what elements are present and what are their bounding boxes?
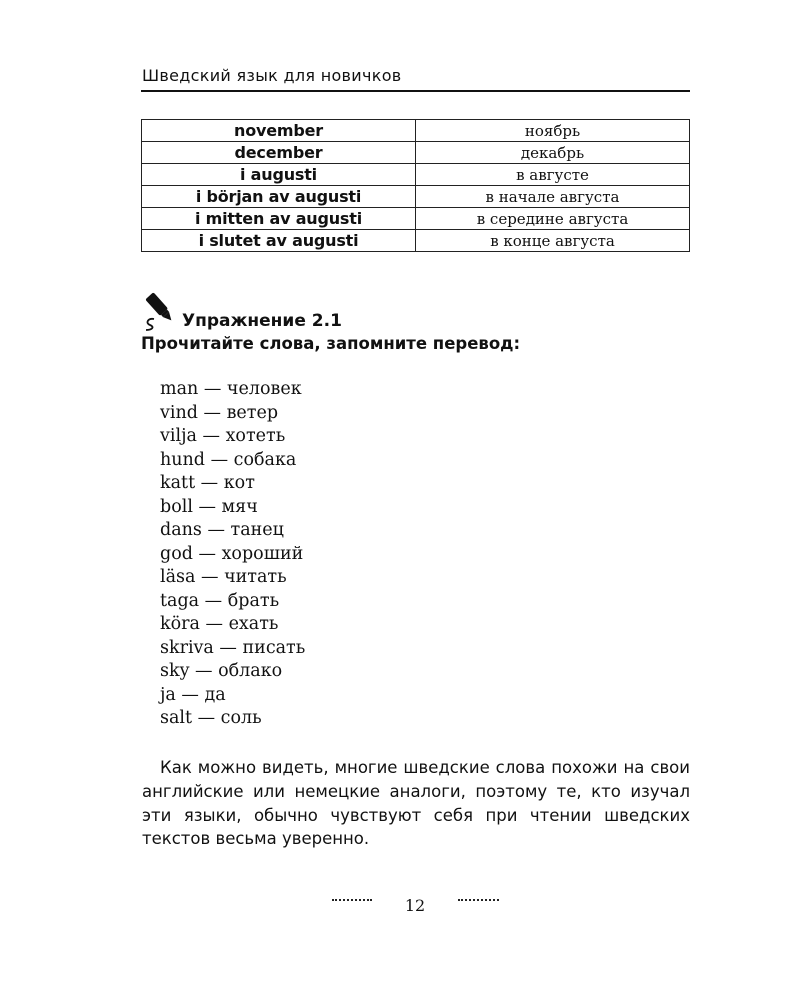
list-item: taga — брать xyxy=(160,590,280,611)
swedish-cell: i mitten av augusti xyxy=(142,208,416,230)
list-item: sky — облако xyxy=(160,661,283,681)
table-row xyxy=(142,208,690,230)
page-footer xyxy=(0,896,800,920)
swedish-cell: december xyxy=(142,142,416,164)
footer-dots-left xyxy=(332,899,372,901)
russian-cell: в августе xyxy=(416,164,690,186)
list-item: skriva — писать xyxy=(160,637,306,658)
page-number: 12 xyxy=(404,896,426,915)
list-item: vind — ветер xyxy=(160,402,279,423)
table-row xyxy=(142,164,690,186)
word-list xyxy=(160,378,305,731)
russian-cell: в начале августа xyxy=(416,186,690,208)
swedish-cell: i början av augusti xyxy=(142,186,416,208)
footer-dots-right xyxy=(458,899,499,901)
vocab-table xyxy=(141,119,690,252)
list-item: köra — ехать xyxy=(160,614,279,634)
list-item: katt — кот xyxy=(160,473,255,493)
russian-cell: декабрь xyxy=(416,142,690,164)
table-row xyxy=(142,186,690,208)
list-item: ja — да xyxy=(160,684,226,705)
swedish-cell: i augusti xyxy=(142,164,416,186)
swedish-cell: i slutet av augusti xyxy=(142,230,416,252)
list-item: boll — мяч xyxy=(160,496,258,517)
running-header: Шведский язык для новичков xyxy=(142,66,402,85)
list-item: man — человек xyxy=(160,379,302,399)
table-row xyxy=(142,120,690,142)
list-item: god — хороший xyxy=(160,543,304,564)
list-item: läsa — читать xyxy=(160,567,287,587)
exercise-title: Упражнение 2.1 xyxy=(182,311,342,331)
header-rule xyxy=(141,90,690,92)
russian-cell: в конце августа xyxy=(416,230,690,252)
russian-cell: ноябрь xyxy=(416,120,690,142)
list-item: salt — соль xyxy=(160,708,262,728)
pen-icon xyxy=(141,289,183,331)
swedish-cell: november xyxy=(142,120,416,142)
table-row xyxy=(142,142,690,164)
russian-cell: в середине августа xyxy=(416,208,690,230)
list-item: vilja — хотеть xyxy=(160,426,286,446)
table-row xyxy=(142,230,690,252)
list-item: hund — собака xyxy=(160,449,297,470)
body-paragraph: Как можно видеть, многие шведские слова похожи на свои английские или немецкие аналоги, поэтому те, кто изучал эти языки, обычно чувствуют себя при чтении шведских текстов весьма уверенно. xyxy=(142,758,690,849)
list-item: dans — танец xyxy=(160,520,284,540)
exercise-instruction: Прочитайте слова, запомните перевод: xyxy=(141,334,521,353)
